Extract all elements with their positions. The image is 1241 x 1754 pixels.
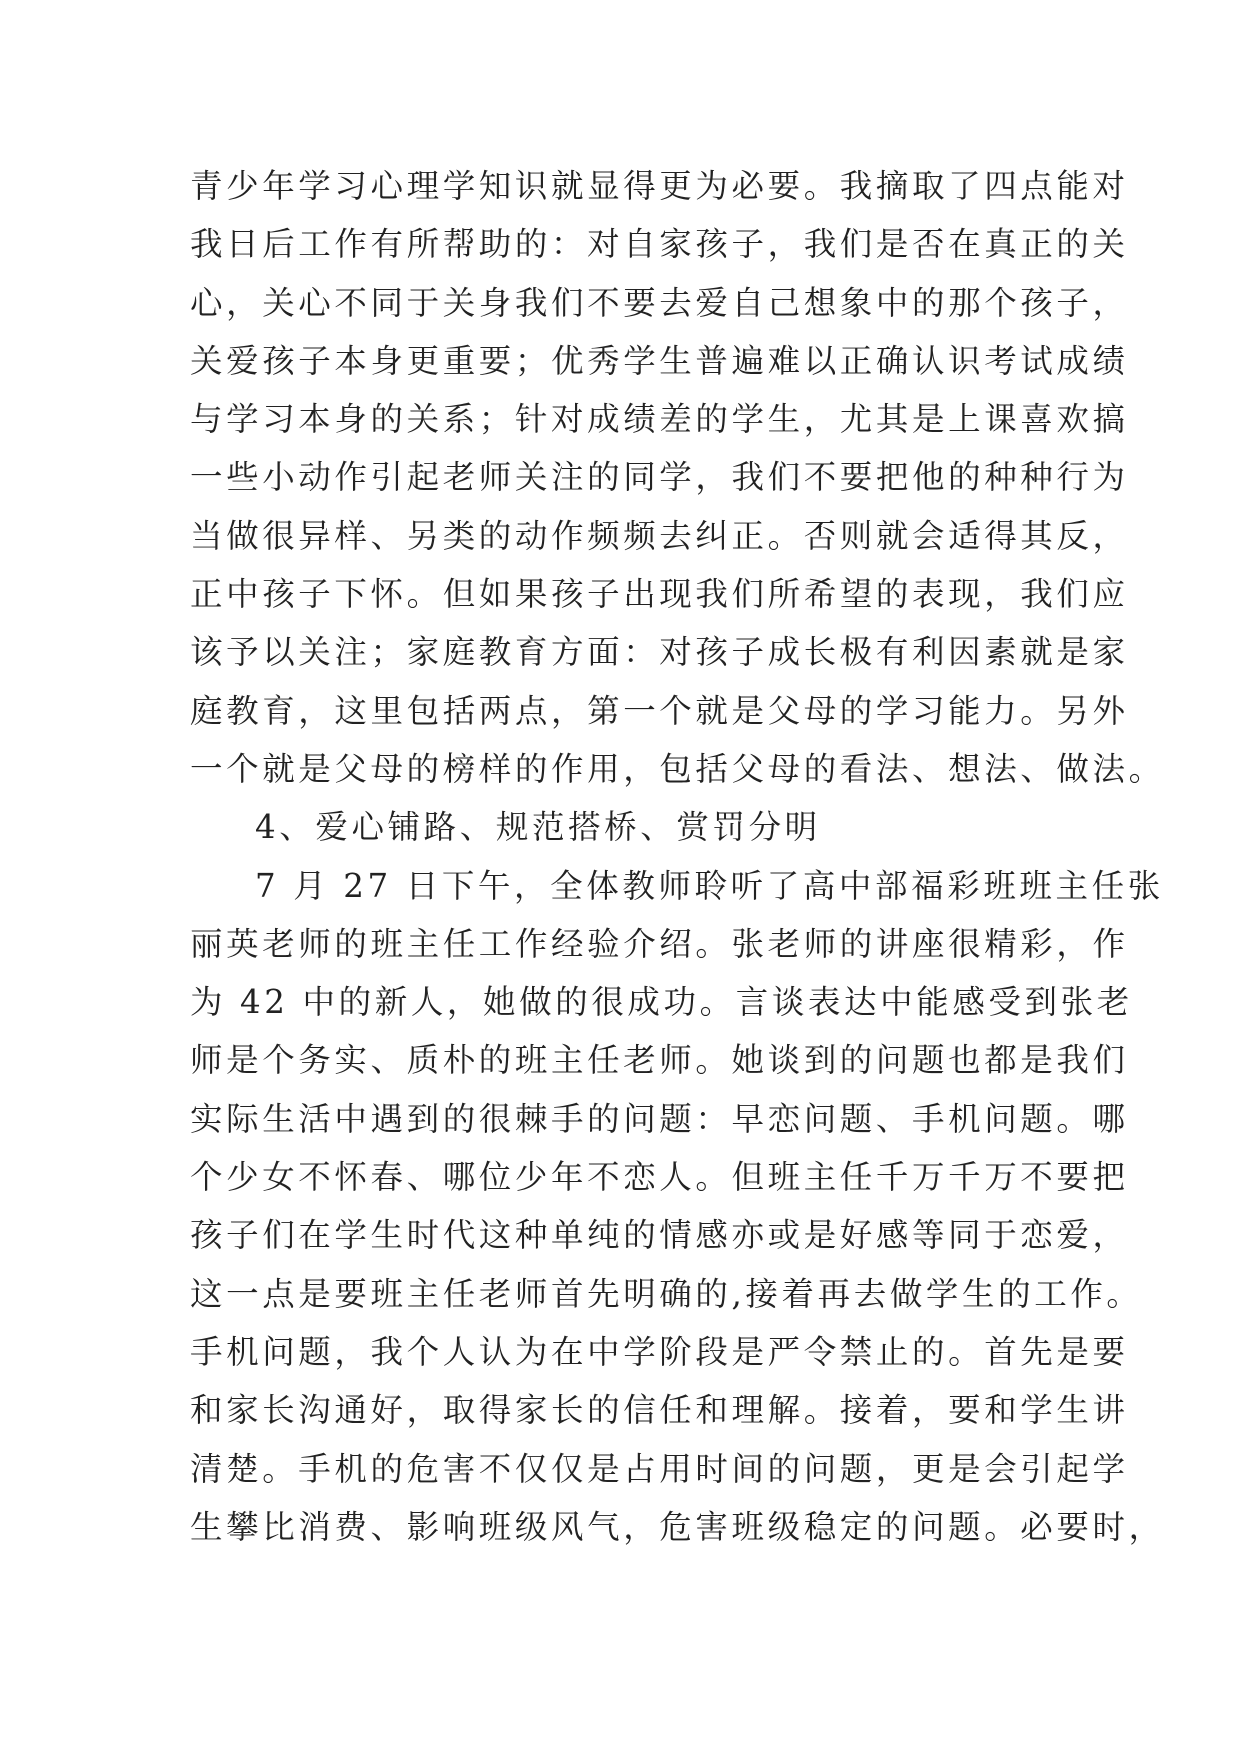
paragraph-line: 师是个务实、质朴的班主任老师。她谈到的问题也都是我们 <box>190 1041 1129 1080</box>
paragraph-line: 正中孩子下怀。但如果孩子出现我们所希望的表现，我们应 <box>190 575 1129 614</box>
paragraph-line: 一些小动作引起老师关注的同学，我们不要把他的种种行为 <box>190 458 1129 497</box>
paragraph-line: 为 42 中的新人，她做的很成功。言谈表达中能感受到张老 <box>190 983 1133 1022</box>
paragraph-line: 庭教育，这里包括两点，第一个就是父母的学习能力。另外 <box>190 691 1129 730</box>
paragraph-line: 当做很异样、另类的动作频频去纠正。否则就会适得其反， <box>190 516 1129 555</box>
paragraph-line: 该予以关注；家庭教育方面：对孩子成长极有利因素就是家 <box>190 633 1129 672</box>
paragraph-line: 7 月 27 日下午，全体教师聆听了高中部福彩班班主任张 <box>255 866 1164 905</box>
paragraph-line: 与学习本身的关系；针对成绩差的学生，尤其是上课喜欢搞 <box>190 400 1129 439</box>
paragraph-line: 关爱孩子本身更重要；优秀学生普遍难以正确认识考试成绩 <box>190 341 1129 380</box>
paragraph-line: 实际生活中遇到的很棘手的问题：早恋问题、手机问题。哪 <box>190 1099 1129 1138</box>
paragraph-line: 我日后工作有所帮助的：对自家孩子，我们是否在真正的关 <box>190 225 1129 264</box>
paragraph-line: 青少年学习心理学知识就显得更为必要。我摘取了四点能对 <box>190 167 1129 205</box>
paragraph-line: 清楚。手机的危害不仅仅是占用时间的问题，更是会引起学 <box>190 1449 1129 1488</box>
paragraph-line: 丽英老师的班主任工作经验介绍。张老师的讲座很精彩，作 <box>190 924 1129 963</box>
paragraph-line: 心，关心不同于关身我们不要去爱自己想象中的那个孩子， <box>190 283 1129 322</box>
paragraph-line: 个少女不怀春、哪位少年不恋人。但班主任千万千万不要把 <box>190 1158 1129 1197</box>
body-text <box>190 157 1165 1556</box>
paragraph-line: 孩子们在学生时代这种单纯的情感亦或是好感等同于恋爱， <box>190 1216 1129 1255</box>
paragraph-line: 生攀比消费、影响班级风气，危害班级稳定的问题。必要时， <box>190 1507 1165 1546</box>
paragraph-line: 手机问题，我个人认为在中学阶段是严令禁止的。首先是要 <box>190 1332 1129 1371</box>
paragraph-line: 一个就是父母的榜样的作用，包括父母的看法、想法、做法。 <box>190 749 1165 788</box>
paragraph-line: 这一点是要班主任老师首先明确的,接着再去做学生的工作。 <box>190 1274 1143 1313</box>
paragraph-line: 和家长沟通好，取得家长的信任和理解。接着，要和学生讲 <box>190 1391 1129 1430</box>
section-heading: 4、爱心铺路、规范搭桥、赏罚分明 <box>255 808 821 847</box>
